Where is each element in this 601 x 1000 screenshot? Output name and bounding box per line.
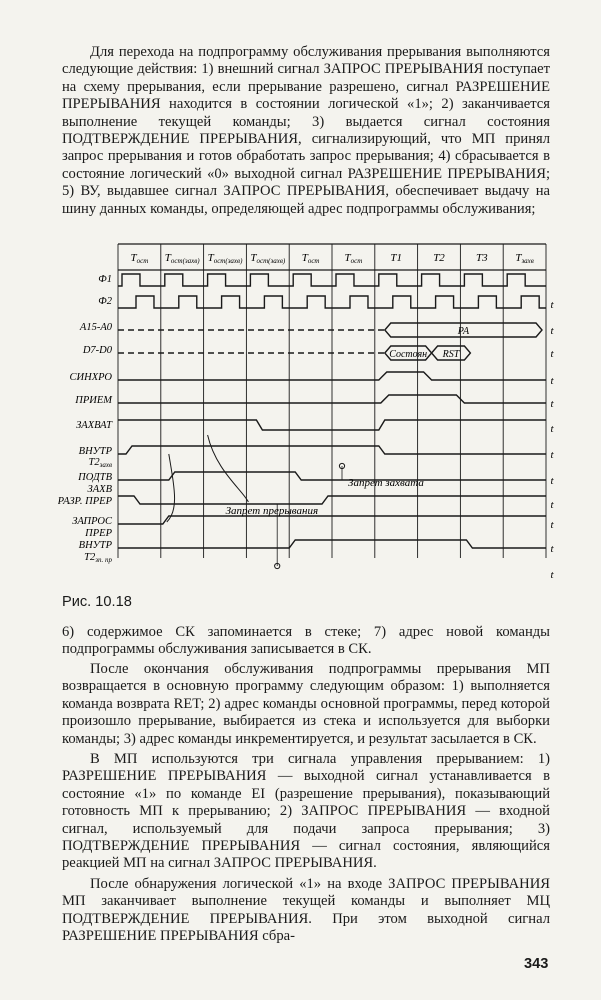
signal-label: РАЗР. ПРЕР	[58, 496, 112, 507]
signal-label: Ф1	[98, 274, 112, 285]
signal-label: ВНУТР	[78, 540, 112, 551]
t-axis-label: t	[550, 299, 554, 311]
t-axis-label: t	[550, 519, 554, 531]
t-axis-label: t	[550, 375, 554, 387]
t-axis-label: t	[550, 475, 554, 487]
t-axis-label: t	[550, 499, 554, 511]
paragraph-1: Для перехода на подпрограмму обслуживания прерывания выполняются следующие действия: 1) внешний сигнал ЗАПРОС ПРЕРЫВАНИЯ поступает на схему прерывания, если прерывание разрешено, сигнал РАЗРЕШЕНИЕ ПРЕРЫВАНИЯ находится в состоянии логической «1»; 2) заканчивается выполнение текущей команды; 3) выдается сигнал состояния ПОДТВЕРЖДЕНИЕ ПРЕРЫВАНИЯ, сигнализирующий, что МП принял запрос прерывания и готов обработать запрос прерывания; 4) сбрасывается в состояние логический «0» выходной сигнал РАЗРЕШЕНИЕ ПРЕРЫВАНИЯ; 5) ВУ, выдавшее сигнал ЗАПРОС ПРЕРЫВАНИЯ, обеспечивает выдачу на шину данных команды, определяющей адрес подпрограммы обслуживания;	[62, 44, 550, 217]
state-label: Tост(захв)	[250, 252, 286, 265]
signal-label: ЗАХВАТ	[76, 420, 112, 431]
state-label: T2	[433, 252, 445, 264]
state-label: Tзахв	[515, 252, 534, 265]
signal-label: ПРИЕМ	[75, 395, 112, 406]
state-label: T1	[390, 252, 403, 264]
signal-label: D7-D0	[82, 345, 112, 356]
state-label: Tост	[344, 252, 363, 265]
t-axis-label: t	[550, 423, 554, 435]
signal-label: ЗАХВ	[87, 484, 112, 495]
t-axis-label: t	[550, 398, 554, 410]
t-axis-label: t	[550, 325, 554, 337]
timing-diagram	[58, 240, 558, 590]
hold-inhibit-note: Запрет захвата	[348, 477, 424, 489]
state-label: T3	[475, 252, 488, 264]
arrow-curve-1	[167, 454, 175, 522]
state-label: Tост(захв)	[207, 252, 243, 265]
arrow-curve-2	[208, 435, 249, 502]
paragraph-5: После обнаружения логической «1» на входе ЗАПРОС ПРЕРЫВАНИЯ МП заканчивает выполнение текущей команды и выполняет МЦ ПОДТВЕРЖДЕНИЕ ПРЕРЫВАНИЯ. При этом выходной сигнал РАЗРЕШЕНИЕ ПРЕРЫВАНИЯ сбра-	[62, 876, 550, 945]
signal-label: Т2захв	[88, 457, 112, 469]
signal-label: ЗАПРОС	[72, 516, 112, 527]
address-box-text: РА	[457, 326, 470, 337]
t-axis-label: t	[550, 348, 554, 360]
signal-label: ПОДТВ	[78, 472, 112, 483]
paragraph-4: В МП используются три сигнала управления прерыванием: 1) РАЗРЕШЕНИЕ ПРЕРЫВАНИЯ — выходной сигнал устанавливается в состояние «1» по команде EI (разрешение прерывания), показывающий готовность МП к прерыванию; 2) ЗАПРОС ПРЕРЫВАНИЯ — входной сигнал, используемый для подачи запроса прерывания; 3) ПОДТВЕРЖДЕНИЕ ПРЕРЫВАНИЯ — сигнал состояния, являющийся реакцией МП на сигнал ЗАПРОС ПРЕРЫВАНИЯ.	[62, 751, 550, 872]
t-axis-label: t	[550, 543, 554, 555]
page-number: 343	[524, 956, 549, 972]
rst-box-text: RST	[442, 349, 460, 360]
paragraph-3: После окончания обслуживания подпрограммы прерывания МП возвращается в основную программу следующим образом: 1) выполняется команда возврата RET; 2) адрес команды основной программы, перед которой произошло прерывание, выбирается из стека и используется для выборки команды; 3) адрес команды инкрементируется, и результат засылается в СК.	[62, 661, 550, 747]
t-axis-label: t	[550, 449, 554, 461]
state-label: Tост	[301, 252, 320, 265]
signal-label: А15-А0	[79, 322, 112, 333]
paragraph-2: 6) содержимое СК запоминается в стеке; 7) адрес новой команды подпрограммы обслуживания записывается в СК.	[62, 624, 550, 658]
state-label: Tост	[130, 252, 149, 265]
signal-label: ПРЕР	[85, 528, 112, 539]
signal-label: Т2зп. пр	[84, 552, 112, 564]
signal-label: СИНХРО	[69, 372, 112, 383]
interrupt-inhibit-note: Запрет прерывания	[225, 505, 319, 517]
state-label: Tост(захв)	[164, 252, 200, 265]
figure-caption: Рис. 10.18	[62, 594, 132, 610]
signal-label: ВНУТР	[78, 446, 112, 457]
t-axis-label: t	[550, 569, 554, 581]
status-box-text: Состоян	[389, 349, 428, 360]
signal-label: Ф2	[98, 296, 112, 307]
